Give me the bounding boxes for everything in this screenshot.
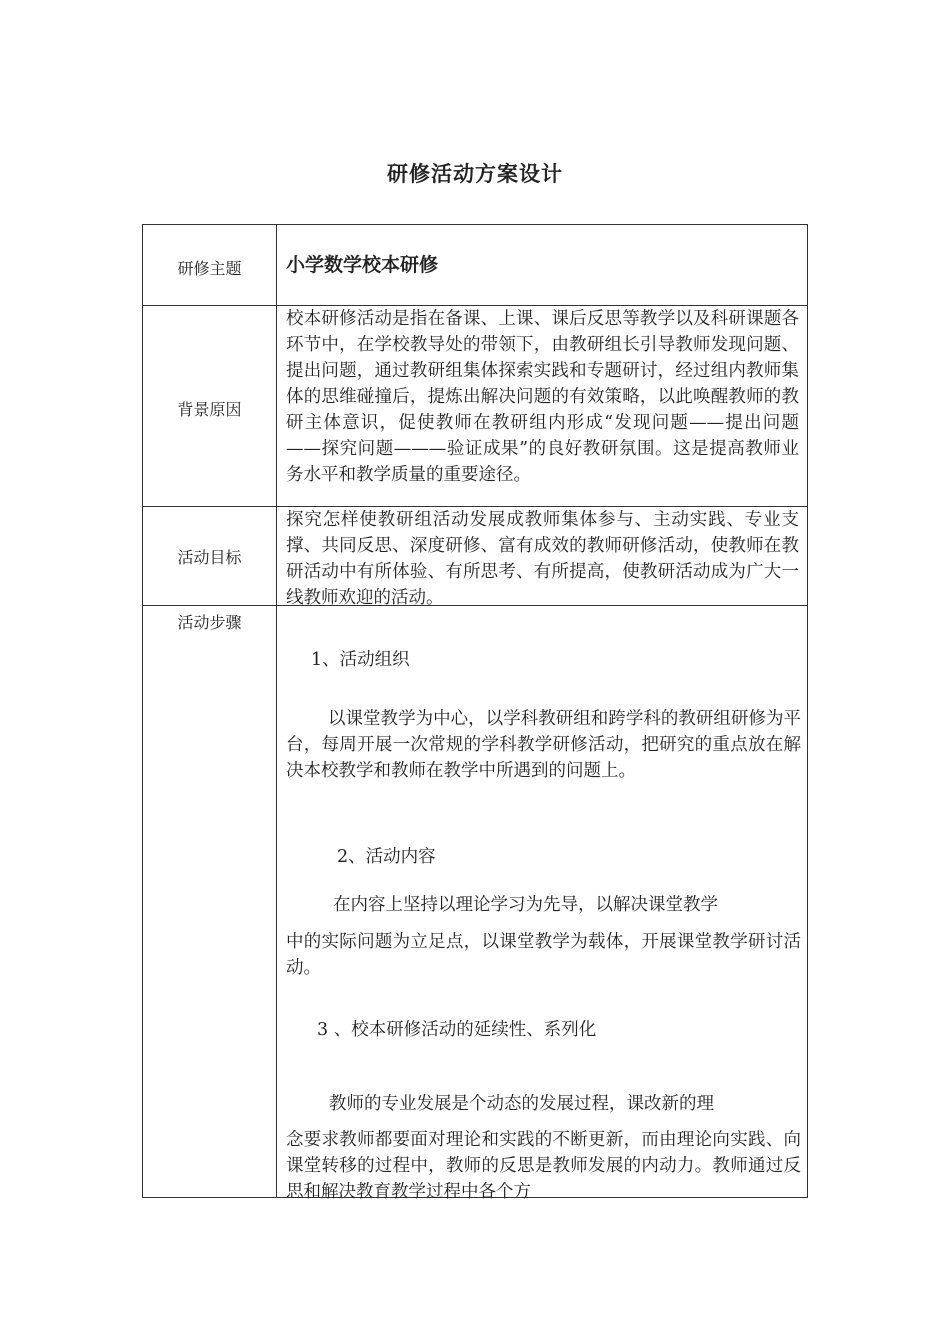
step-paragraph-2: 中的实际问题为立足点，以课堂教学为载体，开展课堂教学研讨活动。	[286, 932, 801, 978]
document-title: 研修活动方案设计	[387, 161, 563, 186]
table-row-background	[143, 306, 807, 507]
row-label-background: 背景原因	[177, 400, 242, 419]
step-paragraph-2-first-line: 在内容上坚持以理论学习为先导，以解决课堂教学	[333, 895, 718, 915]
row-label-objectives: 活动目标	[177, 548, 242, 567]
table-row-steps	[143, 606, 807, 1202]
table-row-objectives	[143, 507, 807, 606]
plan-table	[142, 224, 808, 1202]
step-paragraph-3-first-line: 教师的专业发展是个动态的发展过程，课改新的理	[329, 1094, 714, 1114]
step-paragraph-3: 念要求教师都要面对理论和实践的不断更新，而由理论向实践、向课堂转移的过程中，教师的反思是教师发展的内动力。教师通过反思和解决教育教学过程中各个方	[286, 1130, 801, 1202]
step-heading-3: 3 、校本研修活动的延续性、系列化	[317, 1020, 597, 1040]
row-label-topic: 研修主题	[177, 259, 242, 278]
objectives-text: 探究怎样使教研组活动发展成教师集体参与、主动实践、专业支撑、共同反思、深度研修、富有成效的教师研修活动，使教师在教研活动中有所体验、有所思考、有所提高，使教研活动成为广大一线教师欢迎的活动。	[286, 510, 799, 608]
topic-value: 小学数学校本研修	[286, 254, 439, 276]
step-paragraph-1: 以课堂教学为中心，以学科教研组和跨学科的教研组研修为平台，每周开展一次常规的学科教学研修活动，把研究的重点放在解决本校教学和教师在教学中所遇到的问题上。	[286, 709, 801, 781]
step-heading-2: 2、活动内容	[337, 847, 436, 867]
table-row-topic	[143, 225, 807, 306]
background-text: 校本研修活动是指在备课、上课、课后反思等教学以及科研课题各环节中，在学校教导处的带领下，由教研组长引导教师发现问题、提出问题，通过教研组集体探索实践和专题研讨，经过组内教师集体的思维碰撞后，提炼出解决问题的有效策略，以此唤醒教师的教研主体意识，促使教师在教研组内形成“发现问题——提出问题——探究问题———验证成果”的良好教研氛围。这是提高教师业务水平和教学质量的重要途径。	[286, 309, 799, 485]
row-label-steps: 活动步骤	[177, 613, 242, 632]
step-heading-1: 1、活动组织	[311, 650, 410, 670]
